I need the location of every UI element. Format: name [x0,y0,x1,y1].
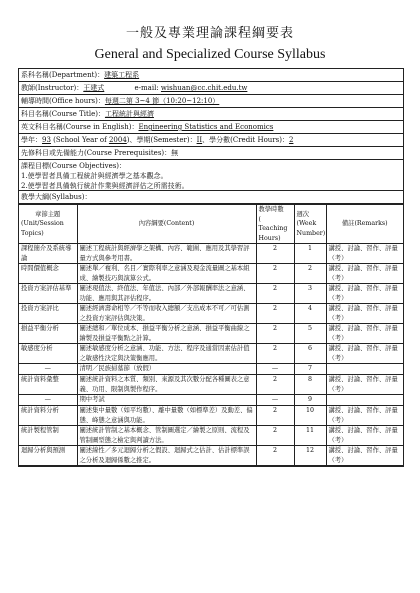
table-row [19,244,403,264]
hours-cell: — [256,364,294,375]
topic-cell: 迴歸分析與預測 [19,446,77,466]
remarks-cell: 講授、討論、習作、評量（考） [326,244,403,264]
email-label: e-mail: [134,84,159,92]
semester-value: II [196,136,203,144]
syllabus-label-row [19,191,403,204]
table-row [19,324,403,344]
week-cell: 8 [294,375,326,395]
credit-label: 、學分數(Credit Hours)： [202,136,289,144]
content-cell: 清明／民族掃墓節（放假） [77,364,256,375]
department-value: 建築工程系 [104,71,140,79]
content-cell: 闡述經濟壽命相等／不等而收入總額／支出成本不可／可估測之投資方案評估與決策。 [77,304,256,324]
hours-cell: 2 [256,426,294,446]
remarks-cell: 講授、討論、習作、評量（考） [326,375,403,395]
course-title-value: 工程統計與經濟 [104,110,154,118]
credit-value: 2 [288,136,294,144]
school-year-value: 2004 [108,136,127,144]
table-row [19,364,403,375]
hours-cell: 2 [256,304,294,324]
hours-cell: 2 [256,446,294,466]
hours-cell: 2 [256,324,294,344]
week-cell: 1 [294,244,326,264]
prerequisites-row [19,147,403,160]
remarks-cell: 講授、討論、習作、評量（考） [326,284,403,304]
week-cell: 2 [294,264,326,284]
topic-cell: — [19,364,77,375]
year-value: 93 [42,136,51,144]
course-english-row [19,121,403,134]
title-english: General and Specialized Course Syllabus [94,47,326,62]
week-cell: 11 [294,426,326,446]
topic-cell: 統計製程管制 [19,426,77,446]
table-row [19,395,403,406]
hours-cell: 2 [256,264,294,284]
table-row [19,406,403,426]
title-chinese: 一般及專業理論課程綱要表 [125,26,294,41]
header-remarks: 備註(Remarks) [326,205,403,244]
table-row [19,375,403,395]
content-cell: 闡述線性／多元迴歸分析之假設、迴歸式之估計、估計標準誤之分析及迴歸係數之推定。 [77,446,256,466]
topic-cell: 統計資料彙整 [19,375,77,395]
hours-cell: 2 [256,375,294,395]
week-cell: 5 [294,324,326,344]
topic-cell: 敏感度分析 [19,344,77,364]
topic-cell: 統計資料分析 [19,406,77,426]
content-cell: 闡述統計資料之本質、類別、來源及其次數分配各種圖表之意義、功用、限制與製作程序。 [77,375,256,395]
remarks-cell: 講授、討論、習作、評量（考） [326,426,403,446]
content-cell: 期中考試 [77,395,256,406]
week-cell: 10 [294,406,326,426]
course-title-label: 科目名稱(Course Title)： [21,110,105,118]
content-cell: 闡述單／複利、名目／實際利率之意涵及現金流量圖之基本組成、繪製技巧與演算公式。 [77,264,256,284]
header-unit: 章節主題 (Unit/Session Topics) [19,205,77,244]
office-hours-row [19,95,403,108]
objective-item: 2.使學習者具備執行統計作業與經濟評估之所需技術。 [21,182,189,190]
school-year-label: (School Year of [53,136,107,144]
hours-cell: 2 [256,406,294,426]
office-hours-label: 輔導時間(Office hours)： [21,97,105,105]
hours-cell: 2 [256,244,294,264]
department-label: 系科名稱(Department)： [21,71,105,79]
content-cell: 闡述工程統計與經濟學之架構、內容、範圍、應用及其學習評量方式與參考用書。 [77,244,256,264]
hours-cell: 2 [256,284,294,304]
table-row [19,284,403,304]
year-label: 學年： [21,136,42,144]
remarks-cell: 講授、討論、習作、評量（考） [326,324,403,344]
course-english-value: Engineering Statistics and Economics [138,123,274,131]
hours-cell: 2 [256,344,294,364]
week-cell: 3 [294,284,326,304]
content-cell: 闡述總和／單位成本、損益平衡分析之意涵、損益平衡曲線之繪製及損益平衡點之計算。 [77,324,256,344]
week-cell: 4 [294,304,326,324]
office-hours-value: 每週二第 3~4 節（10:20~12:10） [104,97,220,105]
week-cell: 9 [294,395,326,406]
content-cell: 闡述統計管制之基本概念、管制圖選定／繪製之原則、流程及管制圖型態之檢定與判讀方法。 [77,426,256,446]
prerequisites-value: 無 [171,149,179,157]
topic-cell: 投資方案評估基準 [19,284,77,304]
topic-cell: — [19,395,77,406]
table-row [19,344,403,364]
header-week: 週次 (Week Number) [294,205,326,244]
objectives-label: 課程目標(Course Objectives)： [21,162,127,170]
topic-cell: 課程簡介及系統導論 [19,244,77,264]
semester-label: )、學期(Semester)： [126,136,197,144]
table-row [19,446,403,466]
objectives-block [19,160,403,191]
week-cell: 7 [294,364,326,375]
instructor-value: 王建式 [83,84,105,92]
header-content: 內容綱要(Content) [77,205,256,244]
header-hours: 教學時數 ( Teaching Hours) [256,205,294,244]
content-cell: 闡述敏感度分析之意涵、功能、方法、程序及通當因素估計值之敏感性決定與決策衡應用。 [77,344,256,364]
topic-cell: 投資方案評比 [19,304,77,324]
week-cell: 6 [294,344,326,364]
table-row [19,304,403,324]
table-header-row [19,205,403,244]
remarks-cell [326,364,403,375]
remarks-cell: 講授、討論、習作、評量（考） [326,406,403,426]
course-english-label: 英文科目名稱(Course in English)： [21,123,139,131]
syllabus-label: 教學大綱(Syllabus)： [21,193,92,201]
topic-cell: 時間價值概念 [19,264,77,284]
prerequisites-label: 先修科目或先備能力(Course Prerequisites)： [21,149,172,157]
remarks-cell: 講授、討論、習作、評量（考） [326,446,403,466]
remarks-cell [326,395,403,406]
content-cell: 闡述現值法、終值法、年值法、內部／外部報酬率法之意涵、功能、應用與其評估程序。 [77,284,256,304]
topic-cell: 損益平衡分析 [19,324,77,344]
course-title-row [19,108,403,121]
table-row [19,426,403,446]
remarks-cell: 講授、討論、習作、評量（考） [326,304,403,324]
email-value[interactable]: wishuan@cc.chit.edu.tw [160,84,248,92]
department-row [19,69,403,82]
table-row [19,264,403,284]
remarks-cell: 講授、討論、習作、評量（考） [326,344,403,364]
week-cell: 12 [294,446,326,466]
year-semester-row [19,134,403,147]
syllabus-form [18,68,404,467]
instructor-label: 教師(Instructor)： [21,84,84,92]
content-cell: 闡述集中量數（如平均數）、離中量數（如標準差）及動差、偏態、峰態之意涵與功能。 [77,406,256,426]
objective-item: 1.使學習者具備工程統計與經濟學之基本觀念。 [21,172,168,180]
remarks-cell: 講授、討論、習作、評量（考） [326,264,403,284]
syllabus-table [19,204,403,466]
instructor-row [19,82,403,95]
hours-cell: — [256,395,294,406]
